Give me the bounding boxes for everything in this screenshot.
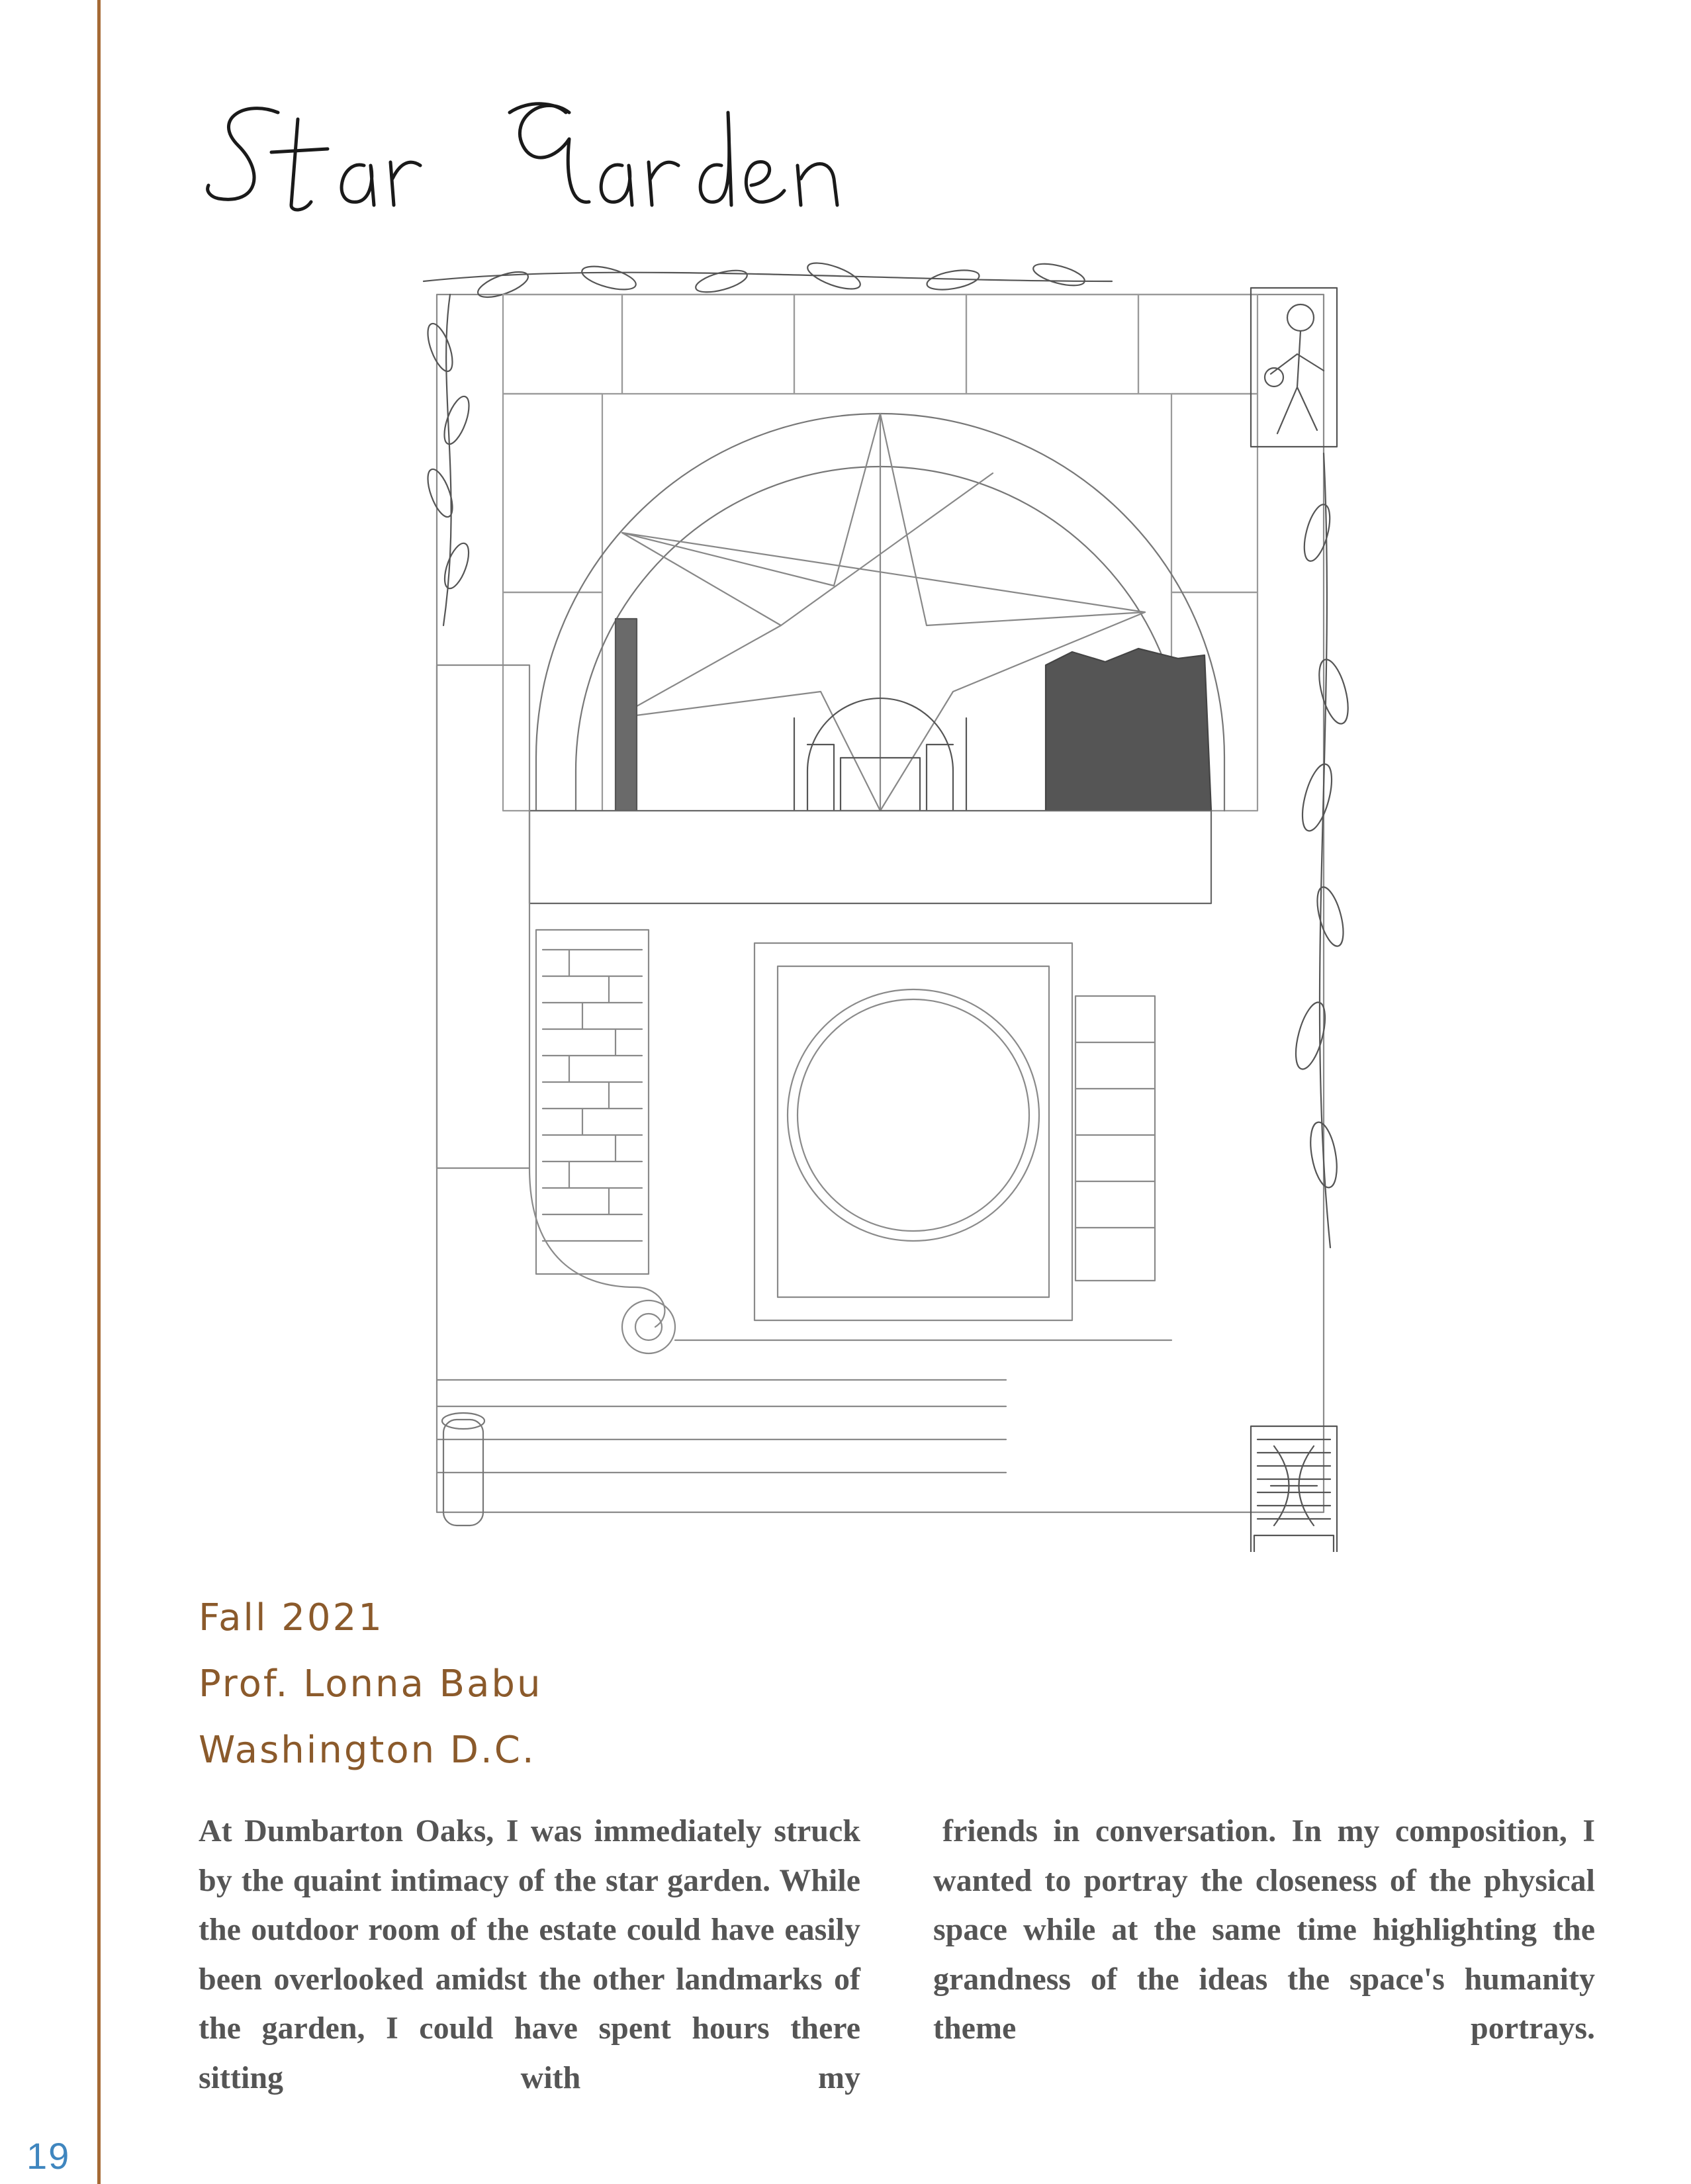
star-garden-drawing <box>410 255 1357 1552</box>
professor: Prof. Lonna Babu <box>199 1662 543 1706</box>
handwritten-title <box>199 73 993 238</box>
margin-rule <box>97 0 101 2184</box>
term: Fall 2021 <box>199 1596 384 1639</box>
body-column-left: At Dumbarton Oaks, I was immediately struck by the quaint intimacy of the star garden. While the outdoor room of the estate could have easily been overlooked amidst the other landmarks of the garden, I could have spent hours there sitting with my <box>199 1813 860 2095</box>
body-column-right: friends in conversation. In my composition, I wanted to portray the closeness of the physical space while at the same time highlighting the grandness of the ideas the space's humanity theme portrays. <box>933 1813 1595 2046</box>
project-details <box>199 1585 542 1784</box>
location: Washington D.C. <box>199 1729 536 1772</box>
page-number: 19 <box>26 2135 71 2177</box>
body-text <box>199 1807 1595 2103</box>
